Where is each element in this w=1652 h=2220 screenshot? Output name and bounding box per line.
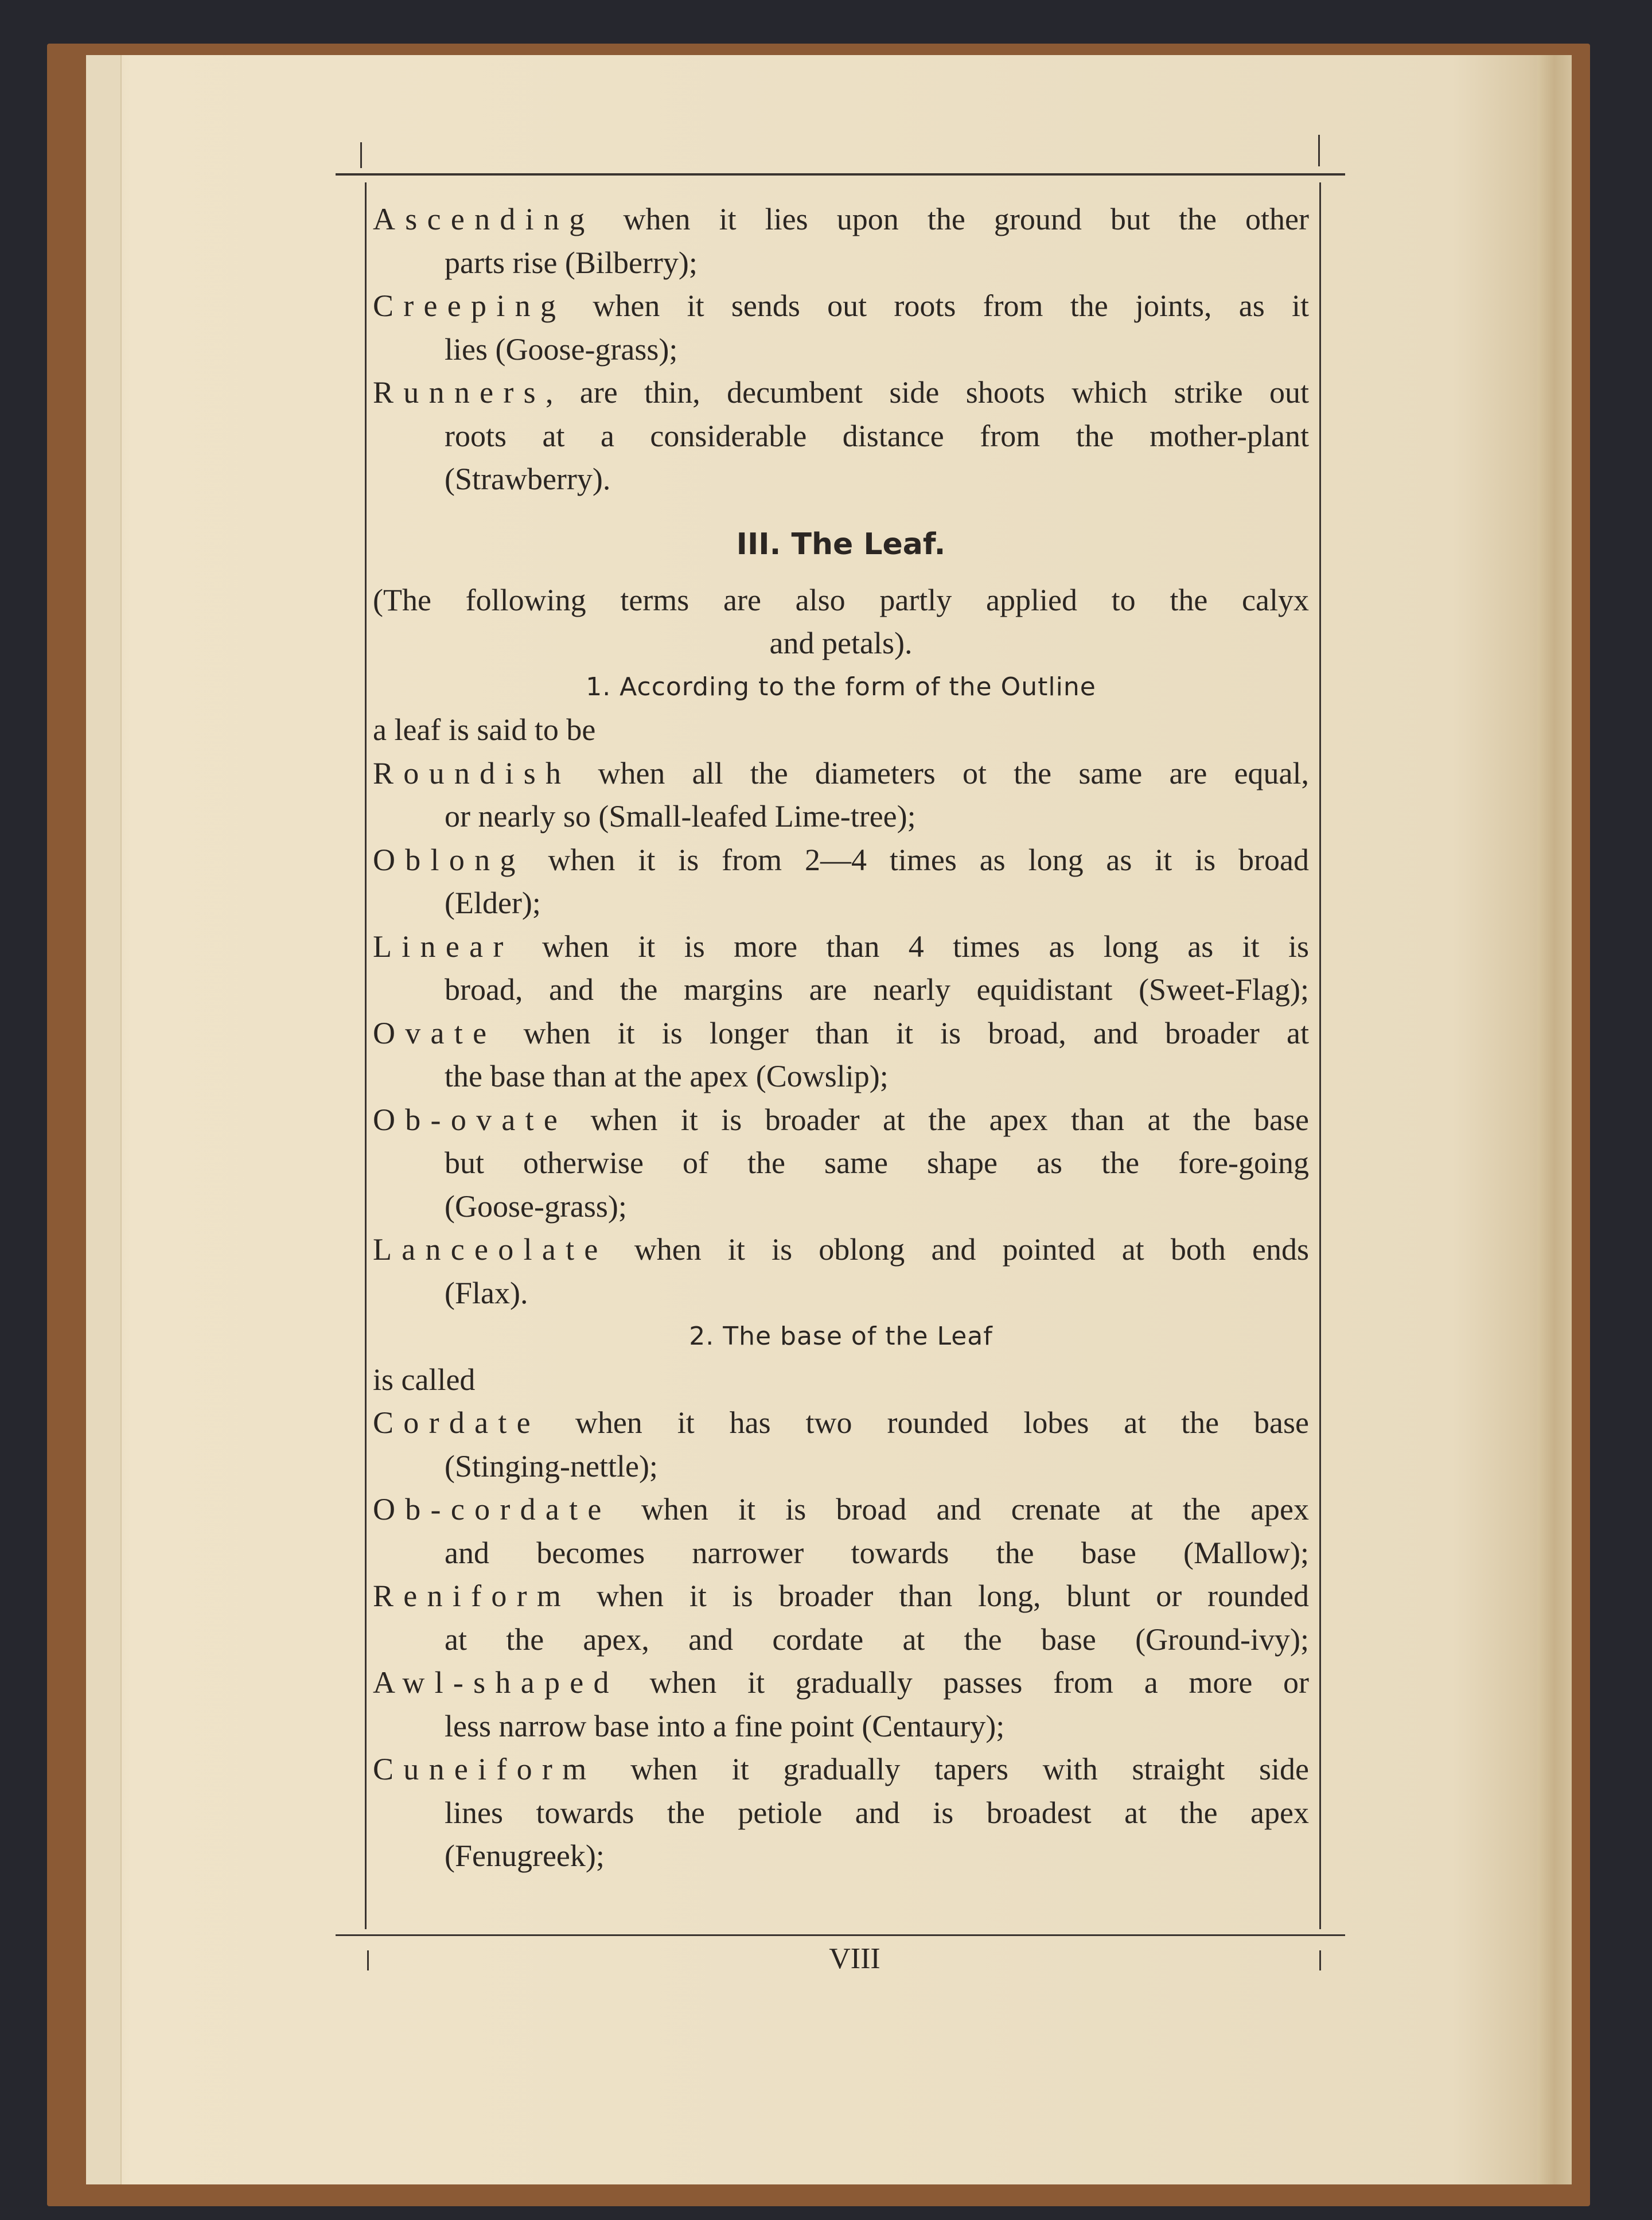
- text-line: [373, 1012, 1309, 1056]
- defined-term: Cuneiform: [373, 1752, 597, 1786]
- defined-term: Ovate: [373, 1015, 497, 1050]
- defined-term: Ob-cordate: [373, 1492, 611, 1526]
- line-text: when it lies upon the ground but the other: [594, 202, 1309, 236]
- defined-term: Ob-ovate: [373, 1102, 568, 1137]
- line-text: broad, and the margins are nearly equidistant (Sweet-Flag);: [445, 972, 1309, 1007]
- text-line: [373, 371, 1309, 415]
- line-text: roots at a considerable distance from the mother-plant: [445, 418, 1309, 453]
- line-text: at the apex, and cordate at the base (Ground-ivy);: [445, 1622, 1309, 1657]
- text-line: [373, 1099, 1309, 1142]
- subsection-heading: [373, 1315, 1309, 1358]
- line-text: lies (Goose-grass);: [445, 332, 678, 367]
- line-text: 2. The base of the Leaf: [689, 1322, 993, 1351]
- defined-term: Reniform: [373, 1579, 571, 1613]
- line-text: when it is broad and crenate at the apex: [611, 1492, 1309, 1526]
- text-line: [373, 285, 1309, 328]
- left-frame-line: [365, 182, 367, 1929]
- line-text: (Elder);: [445, 886, 541, 920]
- text-line: [373, 1055, 1309, 1099]
- section-heading: [373, 501, 1309, 579]
- defined-term: Cordate: [373, 1405, 540, 1440]
- text-line: [373, 198, 1309, 242]
- line-text: when it is from 2—4 times as long as it is broad: [525, 842, 1309, 877]
- text-line: [373, 1575, 1309, 1618]
- line-text: and petals).: [769, 626, 913, 660]
- top-right-tick: [1318, 135, 1320, 166]
- line-text: less narrow base into a fine point (Centaury);: [445, 1708, 1005, 1743]
- text-line: [373, 1835, 1309, 1878]
- text-line: [373, 1228, 1309, 1272]
- line-text: , are thin, decumbent side shoots which strike out: [545, 375, 1309, 410]
- text-line: [373, 1488, 1309, 1532]
- defined-term: Lanceolate: [373, 1232, 608, 1267]
- line-text: (Fenugreek);: [445, 1839, 605, 1873]
- page-number: VIII: [829, 1942, 880, 1975]
- top-left-tick: [360, 142, 362, 168]
- text-line: [373, 579, 1309, 622]
- line-text: a leaf is said to be: [373, 712, 596, 747]
- text-line: [373, 622, 1309, 665]
- text-line: [373, 1401, 1309, 1445]
- text-line: [373, 795, 1309, 839]
- text-line: [373, 1185, 1309, 1229]
- text-line: [373, 328, 1309, 372]
- text-line: [373, 708, 1309, 752]
- text-line: [373, 1705, 1309, 1748]
- line-text: (Flax).: [445, 1275, 528, 1310]
- line-text: when it has two rounded lobes at the base: [540, 1405, 1309, 1440]
- text-line: [373, 839, 1309, 882]
- text-line: [373, 1791, 1309, 1835]
- defined-term: Oblong: [373, 842, 525, 877]
- line-text: when it sends out roots from the joints, as it: [566, 289, 1309, 323]
- line-text: and becomes narrower towards the base (Mallow);: [445, 1535, 1309, 1570]
- line-text: lines towards the petiole and is broadest at the apex: [445, 1795, 1309, 1830]
- line-text: when it is longer than it is broad, and broader at: [496, 1015, 1309, 1050]
- defined-term: Awl-shaped: [373, 1665, 619, 1700]
- text-line: [373, 968, 1309, 1012]
- line-text: but otherwise of the same shape as the fore-going: [445, 1146, 1309, 1180]
- line-text: (Strawberry).: [445, 462, 611, 496]
- line-text: the base than at the apex (Cowslip);: [445, 1059, 889, 1093]
- line-text: (Goose-grass);: [445, 1189, 627, 1224]
- line-text: when it is broader than long, blunt or rounded: [571, 1579, 1309, 1613]
- line-text: when all the diameters ot the same are equal,: [571, 755, 1309, 790]
- text-line: [373, 1661, 1309, 1705]
- defined-term: Roundish: [373, 755, 571, 790]
- text-line: [373, 242, 1309, 285]
- line-text: or nearly so (Small-leafed Lime-tree);: [445, 799, 916, 834]
- text-line: [373, 1142, 1309, 1185]
- text-line: [373, 1358, 1309, 1402]
- page-gutter: [86, 55, 122, 2184]
- line-text: when it is more than 4 times as long as it is: [513, 929, 1309, 964]
- text-line: [373, 1445, 1309, 1489]
- defined-term: Runners: [373, 375, 546, 410]
- line-text: parts rise (Bilberry);: [445, 245, 698, 280]
- line-text: (The following terms are also partly applied to the calyx: [373, 582, 1309, 617]
- text-line: [373, 1748, 1309, 1791]
- text-line: [373, 925, 1309, 969]
- defined-term: Creeping: [373, 289, 566, 323]
- line-text: 1. According to the form of the Outline: [586, 672, 1096, 702]
- line-text: is called: [373, 1362, 476, 1397]
- defined-term: Linear: [373, 929, 513, 964]
- text-line: [373, 752, 1309, 796]
- bottom-right-tick: [1319, 1950, 1321, 1970]
- right-frame-line: [1319, 182, 1321, 1929]
- text-line: [373, 1532, 1309, 1575]
- bottom-left-tick: [367, 1950, 369, 1970]
- line-text: when it gradually tapers with straight side: [596, 1752, 1309, 1786]
- defined-term: Ascending: [373, 202, 595, 236]
- bottom-rule: [336, 1934, 1345, 1936]
- line-text: when it is broader at the apex than at the base: [567, 1102, 1309, 1137]
- book-spine-edge: [1537, 55, 1572, 2184]
- line-text: when it gradually passes from a more or: [618, 1665, 1309, 1700]
- text-line: [373, 882, 1309, 925]
- subsection-heading: [373, 665, 1309, 709]
- text-line: [373, 1272, 1309, 1315]
- top-rule: [336, 173, 1345, 176]
- line-text: (Stinging-nettle);: [445, 1448, 658, 1483]
- text-line: [373, 458, 1309, 501]
- line-text: when it is oblong and pointed at both ends: [607, 1232, 1309, 1267]
- text-line: [373, 415, 1309, 458]
- text-line: [373, 1618, 1309, 1662]
- page-text: [373, 198, 1309, 1878]
- line-text: III. The Leaf.: [736, 527, 946, 562]
